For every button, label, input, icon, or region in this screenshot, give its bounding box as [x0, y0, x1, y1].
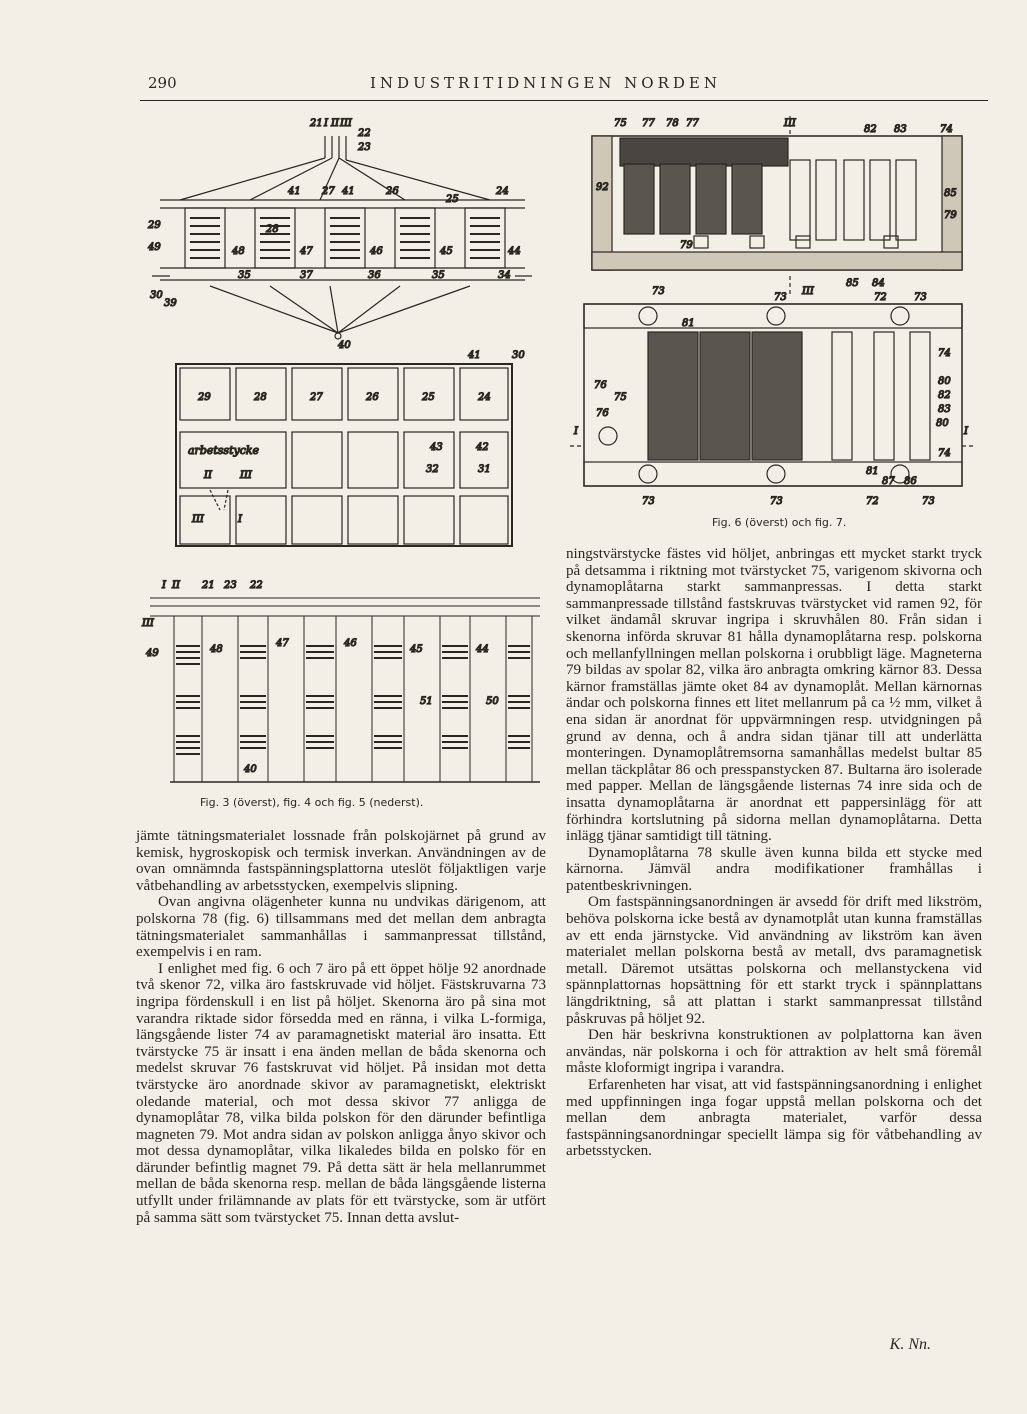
fig7-label: I: [964, 426, 968, 437]
fig7-label: 82: [938, 390, 951, 401]
figure-caption-left: Fig. 3 (överst), fig. 4 och fig. 5 (nederst).: [200, 796, 424, 809]
fig3-label: 35: [238, 270, 251, 281]
fig4-label: 42: [476, 442, 489, 453]
fig5-label: 49: [146, 648, 159, 659]
fig3-label: 49: [148, 242, 161, 253]
fig3-label: 41: [342, 186, 355, 197]
fig7-diagram: [570, 296, 974, 510]
fig5-label: 50: [486, 696, 499, 707]
fig6-label: 74: [940, 124, 953, 135]
fig7-label: 86: [904, 476, 917, 487]
fig6-label: 82: [864, 124, 877, 135]
fig3-label: 44: [508, 246, 521, 257]
fig7-label: 81: [682, 318, 695, 329]
fig4-cell-label: 29: [198, 392, 211, 403]
fig4-cell-label: 24: [478, 392, 491, 403]
fig3-label: 47: [300, 246, 313, 257]
fig3-label: 24: [496, 186, 509, 197]
fig7-label: 76: [596, 408, 609, 419]
fig7-label: 74: [938, 348, 951, 359]
fig3-label: 36: [368, 270, 381, 281]
fig4-label: 32: [426, 464, 439, 475]
fig5-label: 46: [344, 638, 357, 649]
fig7-label: 73: [642, 496, 655, 507]
fig6-diagram: [584, 116, 974, 303]
right-paragraph: Om fastspänningsanordningen är avsedd för drift med likström, behöva polskorna icke bestå av dynamotplåt utan kunna framställas av ett enda järnstycke. Vid användning av likström kan även materialet mellan polskorna bestå av metall, dvs paramagnetisk metall. Däremot utsättas polskorna och mellanstyckena vid spännplattornas hopsättning för ett starkt tryck i spännplattans längdriktning, så att plattan i starkt sammanpressat tillstånd påskruvas på höljet 92.: [566, 894, 982, 1027]
fig7-label: 80: [938, 376, 951, 387]
fig5-label: 51: [420, 696, 433, 707]
fig6-label: III: [784, 118, 796, 129]
fig6-label: 77: [642, 118, 655, 129]
fig6-label: 78: [666, 118, 679, 129]
fig3-label: 28: [266, 224, 279, 235]
fig4-label: 43: [430, 442, 443, 453]
fig6-label: 85: [846, 278, 859, 289]
fig4-label: 31: [478, 464, 491, 475]
fig6-label: 92: [596, 182, 609, 193]
fig3-label: 21: [310, 118, 323, 129]
fig6-label: 83: [894, 124, 907, 135]
fig6-label: 73: [652, 286, 665, 297]
fig7-label: 83: [938, 404, 951, 415]
fig3-label: 29: [148, 220, 161, 231]
fig4-label: 30: [512, 350, 525, 361]
fig6-label: 85: [944, 188, 957, 199]
fig4-handwriting: arbetsstycke: [188, 444, 260, 457]
figure-caption-right: Fig. 6 (överst) och fig. 7.: [712, 516, 847, 529]
fig4-cell-label: 26: [366, 392, 379, 403]
right-paragraph: ningstvärstycke fästes vid höljet, anbringas ett mycket starkt tryck på detsamma i riktning mot tvärstycket 75, varigenom skivorna och dynamoplåtarna starkt sammanpressas. I detta starkt sammanpressade tillstånd fastskruvas tvärstycket vid ramen 92, för vilket ändamål skruvar ingripa i skruvhålen 80. Från sidan i skenorna införda skruvar 81 hålla dynamoplåtarna resp. polskorna och mellanfyllningen mellan polskorna i orubbligt läge. Magneterna 79 bildas av spolar 82, vilka äro anbragta omkring kärnor 83. Dessa kärnor framställas jämte oket 84 av dynamoplåt. Mellan kärnornas ändar och polskorna finnes ett litet mellanrum på ca ½ mm, vilket å ena sidan är anordnat för uppvärmningen resp. utvidgningen på grund av denna, och å andra sidan tjänar till att underlätta monteringen. Dynamoplåtremsorna samanhållas medelst bultar 85 mellan täckplåtar 86 och presspanstycken 87. Bultarna äro isolerade med papper. Mellan de längsgående listernas 74 inre sida och de insatta dynamoplåtarna är anordnat ett pappersinlägg för att förhindra kortslutning på sidorna mellan dynamoplåtarna. Detta inlägg tjänar samtidigt till tätning.: [566, 546, 982, 845]
fig4-marker: III: [240, 470, 252, 481]
fig7-label: 81: [866, 466, 879, 477]
right-paragraph: Den här beskrivna konstruktionen av polplattorna kan även användas, när polskorna i och för attraktion av helt små föremål måste kloformigt ingripa i varandra.: [566, 1027, 982, 1077]
fig7-label: 80: [936, 418, 949, 429]
fig5-label: I: [162, 580, 166, 591]
fig3-label: 45: [440, 246, 453, 257]
fig3-diagram: [140, 108, 550, 351]
fig7-label: 87: [882, 476, 895, 487]
fig5-label: 23: [224, 580, 237, 591]
fig5-label: 45: [410, 644, 423, 655]
fig3-label: 34: [498, 270, 511, 281]
fig5-label: III: [142, 618, 154, 629]
fig3-label: 35: [432, 270, 445, 281]
fig5-label: 44: [476, 644, 489, 655]
fig3-label: 41: [288, 186, 301, 197]
fig5-label: 47: [276, 638, 289, 649]
fig6-label: 77: [686, 118, 699, 129]
fig5-windings: [176, 646, 530, 754]
fig3-label: I: [324, 118, 328, 129]
left-paragraph: Ovan angivna olägenheter kunna nu undvikas därigenom, att polskorna 78 (fig. 6) tillsammans med det mellan dem anbragta tätningsmaterialet sammanhållas i sammanpressat tillstånd, exempelvis i en ram.: [136, 894, 546, 961]
fig3-label: 40: [338, 340, 351, 351]
right-column: [566, 546, 982, 1160]
fig6-label: 73: [914, 292, 927, 303]
fig3-label: 27: [322, 186, 335, 197]
fig6-label: 84: [872, 278, 885, 289]
fig4-label: 41: [468, 350, 481, 361]
fig7-label: 76: [594, 380, 607, 391]
fig3-label: 48: [232, 246, 245, 257]
fig6-label: 75: [614, 118, 627, 129]
fig5-label: 40: [244, 764, 257, 775]
page-number: 290: [148, 74, 177, 92]
fig3-coils: [185, 208, 505, 268]
left-column: [136, 828, 546, 1226]
fig5-diagram: [140, 576, 550, 788]
fig4-cell-label: 28: [254, 392, 267, 403]
fig4-marker: III: [192, 514, 204, 525]
fig5-label: 21: [202, 580, 215, 591]
fig4-marker: I: [238, 514, 242, 525]
fig7-label: I: [574, 426, 578, 437]
fig7-label: 72: [866, 496, 879, 507]
fig7-label: 75: [614, 392, 627, 403]
fig7-label: 73: [922, 496, 935, 507]
fig3-label: 25: [446, 194, 459, 205]
fig6-label: III: [802, 286, 814, 297]
fig3-label: 23: [358, 142, 371, 153]
author-signature: K. Nn.: [889, 1336, 931, 1353]
fig3-label: 22: [358, 128, 371, 139]
fig7-label: 74: [938, 448, 951, 459]
fig3-label: III: [340, 118, 352, 129]
header-rule: [140, 100, 988, 101]
right-paragraph: Erfarenheten har visat, att vid fastspänningsanordning i enlighet med uppfinningen inga fogar uppstå mellan polskorna och det mellan dem anbragta materialet, varför dessa fastspänningsanordningar speciellt lämpa sig för våtbehandling av arbetsstycken.: [566, 1077, 982, 1160]
fig3-label: 46: [370, 246, 383, 257]
fig5-label: II: [172, 580, 180, 591]
fig6-label: 79: [944, 210, 957, 221]
fig6-label: 72: [874, 292, 887, 303]
fig3-label: 30: [150, 290, 163, 301]
fig4-marker: II: [204, 470, 212, 481]
fig3-wiring: [152, 136, 532, 339]
fig3-label: II: [331, 118, 339, 129]
fig4-cell-label: 25: [422, 392, 435, 403]
fig3-label: 39: [164, 298, 177, 309]
fig3-label: 37: [300, 270, 313, 281]
fig5-label: 22: [250, 580, 263, 591]
right-paragraph: Dynamoplåtarna 78 skulle även kunna bilda ett stycke med kärnorna. Jämväl andra modifikationer framhållas i patentbeskrivningen.: [566, 844, 982, 894]
fig7-label: 73: [770, 496, 783, 507]
journal-title: INDUSTRITIDNINGEN NORDEN: [370, 74, 721, 92]
fig6-label: 73: [774, 292, 787, 303]
fig6-label: 79: [680, 240, 693, 251]
left-paragraph: I enlighet med fig. 6 och 7 äro på ett öppet hölje 92 anordnade två skenor 72, vilka äro fastskruvade vid höljet. Fästskruvarna 73 ingripa fördenskull i en list på höljet. Skenorna äro på sina mot varandra riktade sidor försedda med en ränna, i vilka L-formiga, längsgående lister 74 av paramagnetiskt material äro insatta. Ett tvärstycke 75 är insatt i ena änden mellan de båda skenorna och medelst skruvar 76 fastskruvat vid höljet. På insidan mot detta tvärstycke äro anordnade skivor av paramagnetiskt, elektriskt oledande material, och mot dessa skivor 77 anligga de dynamoplåtar 78, vilka bilda polskon för den därunder befintliga magneten 79. Mot andra sidan av polskon anligga ånyo skivor och mot dessa dynamoplåtar, vilka likaledes bilda en polsko för en därunder befintlig magnet 79. På detta sätt är hela mellanrummet mellan de båda skenorna resp. mellan de båda längsgående listerna utfyllt under frilämnande av plats för ett tvärstycke, som är utfört på samma sätt som tvärstycket 75. Innan detta avslut-: [136, 960, 546, 1226]
fig4-cell-label: 27: [310, 392, 323, 403]
fig3-label: 26: [386, 186, 399, 197]
fig5-label: 48: [210, 644, 223, 655]
left-paragraph: jämte tätningsmaterialet lossnade från polskojärnet på grund av kemisk, hygroskopisk och termisk inverkan. Användningen av de ovan omnämnda fastspänningsplattorna uteslöt följaktligen varje våtbehandling av arbetsstycken, exempelvis slipning.: [136, 828, 546, 894]
fig4-diagram: [140, 350, 550, 550]
